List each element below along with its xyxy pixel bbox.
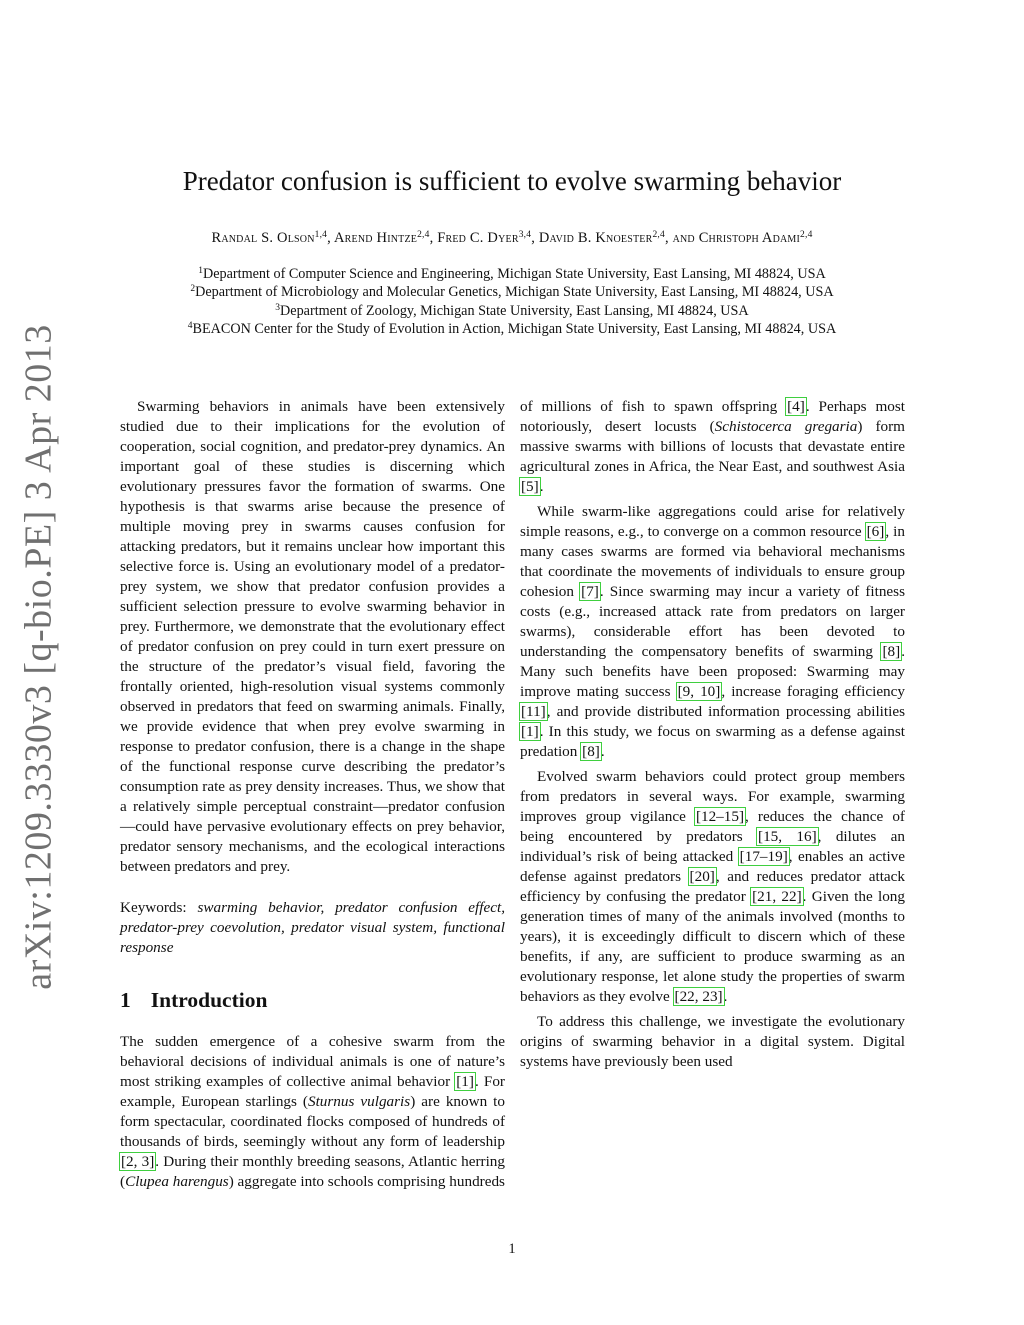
body-text: form massive swarms with billions of locusts that devastate entire agricultural zones in Africa, the Near East, and southwest Asia [520, 418, 905, 475]
citation-link[interactable]: [1] [456, 1073, 474, 1090]
author-affiliation-marker: 1,4 [314, 230, 328, 240]
citation-link[interactable]: [20] [689, 868, 715, 885]
citation-link[interactable]: [2, 3] [121, 1153, 155, 1170]
body-text: . Given the long generation times of many of the animals involved (months to years), it is exceedingly difficult to discern which of these benefits, if any, are sufficient to produce swarming as an evolutionary response, let alone study the properties of swarm behaviors as they evolve [520, 888, 905, 1005]
body-text: . For example, European starlings ( [120, 1073, 505, 1110]
arxiv-identifier: arXiv:1209.3330v3 [q-bio.PE] 3 Apr 2013 [18, 324, 61, 990]
affiliation-number: 3 [275, 302, 281, 313]
body-text: . In this study, we focus on swarming as a defense against predation [520, 723, 905, 760]
citation-link[interactable]: [8] [582, 743, 600, 760]
citation-link[interactable]: [4] [787, 398, 805, 415]
affiliation-list [0, 265, 1024, 339]
affiliation-text: Department of Microbiology and Molecular Genetics, Michigan State University, East Lansing, MI 48824, USA [195, 284, 834, 301]
body-text: . [805, 398, 819, 415]
keywords [120, 898, 505, 958]
body-text: Evolved swarm behaviors could protect group members from predators in several ways. For example, swarming improves group vigilance [520, 768, 905, 825]
affiliation-text: Department of Zoology, Michigan State University, East Lansing, MI 48824, USA [280, 302, 749, 319]
affiliation [0, 265, 1024, 283]
author-name: Christoph Adami [698, 230, 801, 246]
citation-link[interactable]: [12–15] [695, 808, 745, 825]
author-conjunction: and [672, 230, 695, 246]
citation-link[interactable]: [22, 23] [674, 988, 723, 1005]
left-column [120, 397, 505, 1192]
right-column [520, 397, 905, 1072]
body-text: . Since swarming may incur a variety of fitness costs (e.g., increased attack rate from predators on larger swarms), considerable effort has been devoted to understanding the compensatory benefits of swarming [520, 583, 905, 660]
affiliation [0, 283, 1024, 301]
body-text: of millions of fish to spawn offspring [520, 398, 787, 415]
citation-link[interactable]: [5] [521, 478, 539, 495]
section-number: 1 [120, 988, 131, 1012]
species-name: Sturnus vulgaris [307, 1093, 411, 1110]
affiliation-number: 4 [187, 321, 193, 332]
body-text: , in many cases swarms are formed via behavioral mechanisms that coordinate the movements of individuals to ensure group cohesion [520, 523, 905, 600]
species-name: Clupea harengus [125, 1173, 229, 1190]
author-list: Randal S. Olson$^{1,4}$, Arend Hintze$^{2,4}$, Fred C. Dyer$^{3,4}$, David B. Knoester$^{2,4}$, and Christoph Adami$^{2,4}$ [211, 230, 813, 246]
citation-link[interactable]: [6] [866, 523, 885, 540]
author-name: Fred C. Dyer [437, 230, 519, 246]
paper-title: Predator confusion is sufficient to evolve swarming behavior [182, 166, 842, 196]
citation-link[interactable]: [1] [521, 723, 539, 740]
body-text: . During their monthly breeding seasons, Atlantic herring ( [120, 1153, 505, 1190]
citation-link[interactable]: [11] [521, 703, 546, 720]
author-name: David B. Knoester [538, 230, 653, 246]
species-name: gregaria [804, 418, 858, 435]
author-affiliation-marker: 2,4 [652, 230, 665, 240]
body-text: ) [857, 418, 876, 435]
intro-paragraph-2 [520, 502, 905, 762]
affiliation-text: Department of Computer Science and Engineering, Michigan State University, East Lansing, MI 48824, USA [202, 266, 826, 282]
body-text: . [600, 743, 605, 760]
intro-paragraph-3 [520, 767, 905, 1007]
affiliation-text: BEACON Center for the Study of Evolution in Action, Michigan State University, East Lansing, MI 48824, USA [192, 321, 837, 338]
intro-paragraph-1-continued [520, 397, 905, 497]
body-text: , increase foraging efficiency [721, 683, 905, 700]
page-number: 1 [508, 1241, 516, 1257]
body-text: , and reduces predator attack efficiency by confusing the predator [520, 868, 905, 905]
body-text: , enables an active defense against predators [520, 848, 905, 885]
affiliation [0, 320, 1024, 338]
author-affiliation-marker: 3,4 [518, 230, 532, 240]
body-text: . [539, 478, 544, 495]
body-text: . [723, 988, 728, 1005]
body-text: , reduces the chance of being encountered by predators [520, 808, 905, 845]
keywords-label: Keywords: [120, 899, 187, 916]
affiliation [0, 302, 1024, 320]
affiliation-number: 1 [198, 266, 203, 276]
body-text: ) are known to form spectacular, coordinated flocks composed of hundreds of thousands of birds, seemingly without any form of leadership [120, 1093, 505, 1150]
body-text: Perhaps most notoriously, desert locusts ( [520, 398, 906, 435]
body-text: ) aggregate into schools comprising hundreds [228, 1173, 505, 1190]
arxiv-side-stamp [18, 324, 61, 990]
author-name: Randal S. Olson [211, 230, 315, 246]
intro-paragraph-4: To address this challenge, we investigate the evolutionary origins of swarming behavior in a digital system. Digital systems have previously been used [520, 1013, 905, 1070]
body-text: The sudden emergence of a cohesive swarm from the behavioral decisions of individual animals is one of nature’s most striking examples of collective animal behavior [120, 1033, 505, 1090]
intro-paragraph-1 [120, 1032, 505, 1192]
affiliation-number: 2 [190, 284, 196, 295]
author-affiliation-marker: 2,4 [800, 230, 813, 240]
section-heading-introduction [120, 988, 505, 1012]
citation-link[interactable]: [15, 16] [758, 828, 817, 845]
species-name: Schistocerca [714, 418, 805, 435]
citation-link[interactable]: [17–19] [739, 848, 788, 865]
body-text: . Many such benefits have been proposed: Swarming may improve mating success [520, 643, 905, 700]
citation-link[interactable]: [9, 10] [677, 683, 721, 700]
author-name: Arend Hintze [334, 230, 418, 246]
body-text: , dilutes an individual’s risk of being attacked [520, 828, 905, 865]
section-title: Introduction [150, 988, 268, 1012]
body-text: , and provide distributed information processing abilities [546, 703, 905, 720]
abstract: Swarming behaviors in animals have been extensively studied due to their implications for the evolution of cooperation, social cognition, and predator-prey dynamics. An important goal of these studies is discerning which evolutionary pressures favor the formation of swarms. One hypothesis is that swarms arise because the presence of multiple moving prey in swarms causes confusion for attacking predators, but it remains unclear how important this selective force is. Using an evolutionary model of a predator-prey system, we show that predator confusion provides a sufficient selection pressure to evolve swarming behavior in prey. Furthermore, we demonstrate that the evolutionary effect of predator confusion on prey could in turn exert pressure on the structure of the predator’s visual field, favoring the frontally oriented, high-resolution visual systems commonly observed in predators that feed on swarming animals. Finally, we provide evidence that when prey evolve swarming in response to predator confusion, there is a change in the shape of the functional response curve describing the predator’s consumption rate as prey density increases. Thus, we show that a relatively simple perceptual constraint—predator confusion—could have pervasive evolutionary effects on prey behavior, predator sensory mechanisms, and the ecological interactions between predators and prey. [120, 398, 505, 875]
citation-link[interactable]: [8] [882, 643, 901, 660]
citation-link[interactable]: [7] [581, 583, 599, 600]
citation-link[interactable]: [21, 22] [752, 888, 802, 905]
keywords-text: swarming behavior, predator confusion effect, predator-prey coevolution, predator visual system, functional response [120, 899, 505, 956]
body-text: While swarm-like aggregations could arise for relatively simple reasons, e.g., to converge on a common resource [520, 503, 905, 540]
author-affiliation-marker: 2,4 [417, 230, 430, 240]
